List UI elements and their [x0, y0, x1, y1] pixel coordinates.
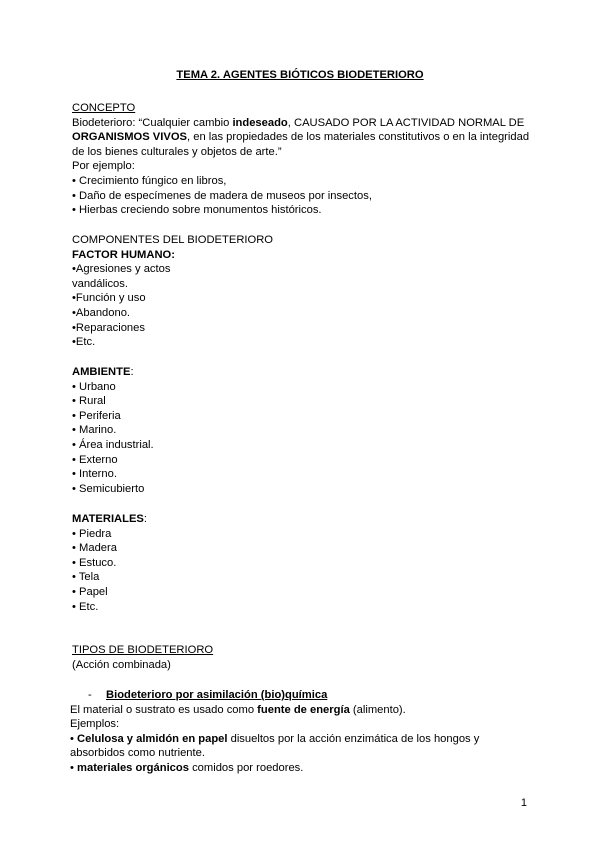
asimilacion-heading-line	[72, 688, 532, 703]
factor-humano-item: •Función y uso	[72, 292, 146, 305]
asimilacion-heading: Biodeterioro por asimilación (bio)química	[106, 689, 328, 701]
example-item: • Daño de especímenes de madera de museos por insectos,	[72, 189, 372, 202]
materiales-item: • Piedra	[72, 527, 112, 540]
ejemplo-1-bold: Celulosa y almidón en papel	[77, 732, 228, 745]
definition-mid-1: , CAUSADO POR LA ACTIVIDAD NORMAL DE	[287, 116, 525, 129]
example-item: • Hierbas creciendo sobre monumentos históricos.	[72, 204, 322, 217]
description-bold: fuente de energía	[257, 703, 350, 716]
factor-humano-item: •Agresiones y actos	[72, 263, 171, 276]
list-dash: -	[88, 689, 92, 701]
componentes-section	[72, 233, 532, 350]
factor-humano-item: •Abandono.	[72, 306, 131, 319]
materiales-item: • Estuco.	[72, 556, 117, 569]
tipos-section	[72, 643, 532, 672]
concepto-heading: CONCEPTO	[72, 102, 136, 114]
ambiente-item: • Urbano	[72, 380, 116, 393]
ambiente-label-line	[72, 365, 532, 380]
ambiente-item: • Interno.	[72, 468, 117, 481]
ejemplo-2-bold: materiales orgánicos	[77, 761, 189, 774]
ambiente-item: • Marino.	[72, 424, 117, 437]
concepto-section	[72, 101, 532, 218]
definition-line-1	[72, 116, 532, 131]
tipos-subheading: (Acción combinada)	[72, 658, 171, 671]
ambiente-label: AMBIENTE	[72, 366, 131, 378]
ambiente-section	[72, 365, 532, 496]
ejemplo-1-continuation: absorbidos como nutriente.	[70, 747, 205, 760]
definition-line-3: de los bienes culturales y objetos de arte.”	[72, 145, 282, 158]
materiales-item: • Etc.	[72, 600, 99, 613]
asimilacion-section	[72, 688, 532, 776]
componentes-heading: COMPONENTES DEL BIODETERIORO	[72, 234, 273, 246]
definition-bold-organismos: ORGANISMOS VIVOS	[72, 131, 187, 144]
ejemplo-1-rest: disueltos por la acción enzimática de los hongos y	[227, 732, 480, 745]
materiales-section	[72, 512, 532, 614]
ejemplo-2-line	[70, 761, 532, 776]
definition-prefix: Biodeterioro: “Cualquier cambio	[72, 116, 233, 129]
ambiente-colon: :	[130, 366, 134, 378]
ejemplo-1-line	[70, 732, 532, 747]
ambiente-item: • Periferia	[72, 409, 121, 422]
description-prefix: El material o sustrato es usado como	[70, 703, 258, 716]
materiales-colon: :	[143, 513, 147, 525]
ambiente-item: • Rural	[72, 395, 106, 408]
factor-humano-item: •Etc.	[72, 336, 96, 349]
factor-humano-item: •Reparaciones	[72, 321, 145, 334]
ambiente-item: • Área industrial.	[72, 438, 154, 451]
factor-humano-item: vandálicos.	[72, 277, 128, 290]
materiales-label: MATERIALES	[72, 513, 144, 525]
ejemplo-2-rest: comidos por roedores.	[188, 761, 304, 774]
materiales-label-line	[72, 512, 532, 527]
description-suffix: (alimento).	[349, 703, 406, 716]
page-title: TEMA 2. AGENTES BIÓTICOS BIODETERIORO	[176, 69, 424, 81]
materiales-item: • Tela	[72, 571, 100, 584]
materiales-item: • Papel	[72, 585, 108, 598]
asimilacion-description	[70, 703, 532, 718]
definition-mid-2: , en las propiedades de los materiales constitutivos o en la integridad	[187, 131, 530, 144]
materiales-item: • Madera	[72, 542, 117, 555]
tipos-heading: TIPOS DE BIODETERIORO	[72, 644, 214, 656]
definition-bold-indeseado: indeseado	[232, 116, 288, 129]
ambiente-item: • Externo	[72, 453, 118, 466]
definition-line-2	[72, 130, 532, 145]
bullet: •	[70, 732, 78, 745]
ejemplos-label: Ejemplos:	[70, 718, 120, 731]
factor-humano-label: FACTOR HUMANO:	[72, 248, 175, 261]
example-item: • Crecimiento fúngico en libros,	[72, 174, 227, 187]
ambiente-item: • Semicubierto	[72, 482, 145, 495]
example-intro: Por ejemplo:	[72, 160, 135, 173]
page-number: 1	[520, 797, 527, 809]
bullet: •	[70, 761, 78, 774]
